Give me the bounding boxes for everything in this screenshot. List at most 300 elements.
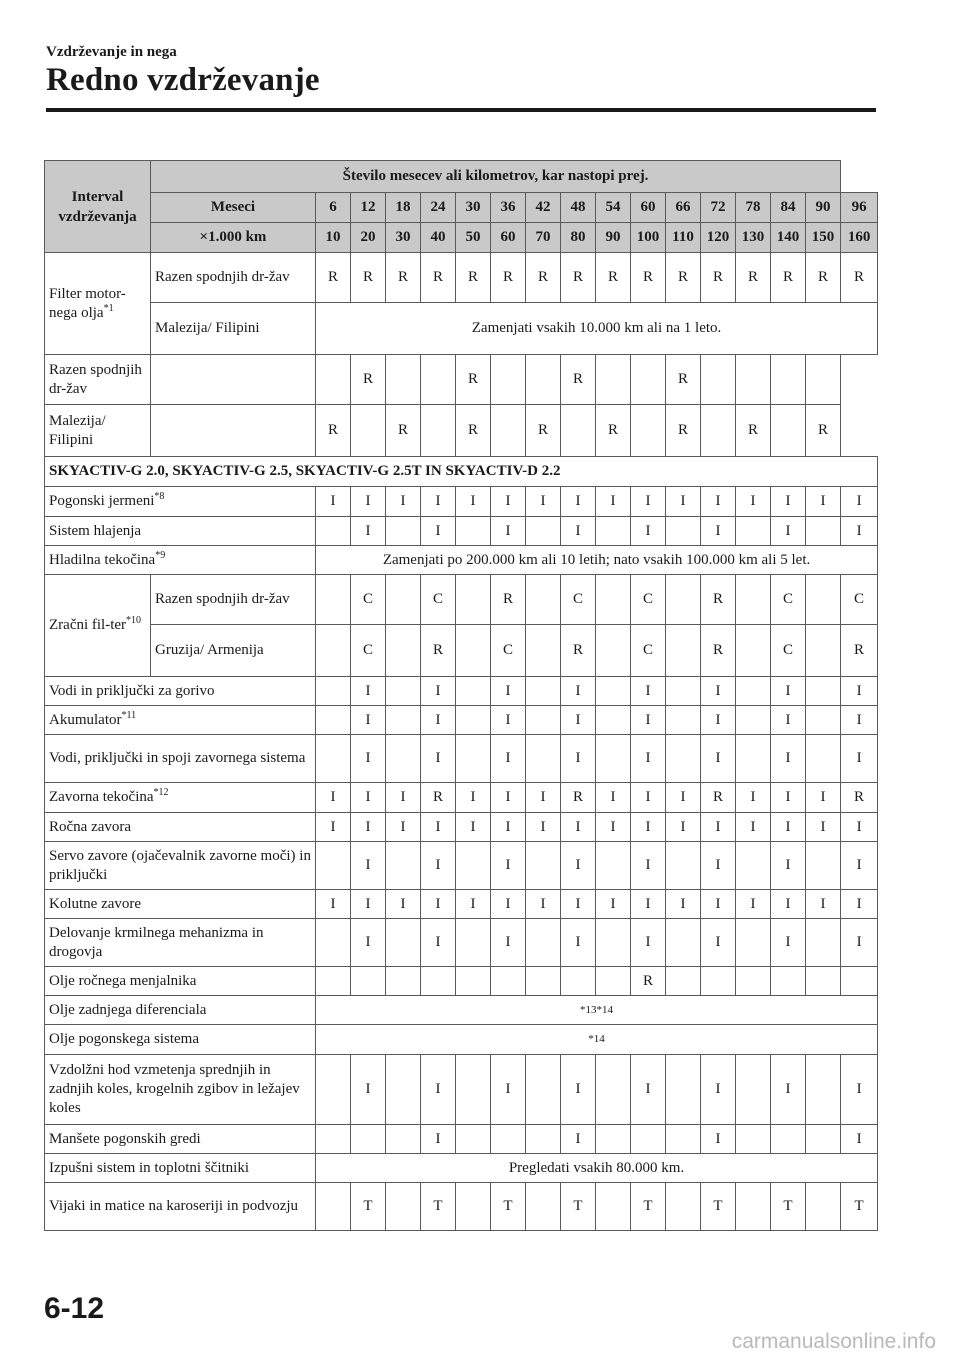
km-cell: 30 [386,223,421,253]
section-label: Vzdrževanje in nega [46,44,177,60]
interval-mark: R [561,355,596,405]
interval-mark [736,625,771,677]
footnote-ref: *1 [103,302,114,314]
interval-mark: I [631,842,666,890]
interval-mark: I [491,735,526,783]
km-cell: 130 [736,223,771,253]
km-cell: 60 [491,223,526,253]
interval-mark [351,1125,386,1154]
interval-mark [736,706,771,735]
km-cell: 20 [351,223,386,253]
interval-mark: R [666,355,701,405]
interval-mark [526,1183,561,1231]
interval-mark: I [491,783,526,813]
maintenance-schedule-table [44,160,878,1231]
interval-mark [456,967,491,996]
interval-mark [316,706,351,735]
interval-mark: I [841,677,878,706]
interval-mark: I [561,487,596,517]
interval-mark: I [526,487,561,517]
interval-mark: I [491,1055,526,1125]
page-number: 6-12 [44,1292,105,1325]
interval-mark [806,706,841,735]
interval-mark: I [491,842,526,890]
interval-mark: I [351,487,386,517]
interval-mark [771,405,806,457]
item-label [45,919,316,967]
interval-mark: I [841,919,878,967]
km-cell: 140 [771,223,806,253]
item-group-label [45,253,151,355]
interval-mark: I [351,890,386,919]
month-cell: 18 [386,193,421,223]
interval-mark: I [701,517,736,546]
interval-mark: I [386,890,421,919]
item-subgroup-label: Malezija/ Filipini [151,303,316,355]
table-row [45,303,878,355]
table-row [45,575,878,625]
interval-mark: I [351,706,386,735]
month-cell: 36 [491,193,526,223]
interval-mark [666,517,701,546]
interval-mark [806,967,841,996]
table-row [45,1183,878,1231]
interval-mark: I [736,890,771,919]
months-row [45,193,878,223]
footnote-ref: *8 [154,491,165,502]
interval-mark [806,1125,841,1154]
month-cell: 78 [736,193,771,223]
interval-mark: R [736,405,771,457]
interval-mark: C [351,625,386,677]
table-row [45,677,878,706]
interval-mark [736,919,771,967]
interval-mark [736,842,771,890]
month-cell: 54 [596,193,631,223]
interval-mark: I [526,783,561,813]
interval-mark [386,355,421,405]
interval-footnote: *14 [316,1025,878,1055]
interval-mark: T [631,1183,666,1231]
interval-mark [666,706,701,735]
interval-mark [736,1183,771,1231]
interval-mark: R [701,783,736,813]
km-cell: 150 [806,223,841,253]
interval-mark [316,1055,351,1125]
interval-mark: R [316,253,351,303]
interval-mark [596,706,631,735]
interval-mark [596,1183,631,1231]
interval-mark: R [421,625,456,677]
interval-mark: I [561,1125,596,1154]
interval-mark [151,405,316,457]
km-cell: 160 [841,223,878,253]
interval-mark [806,735,841,783]
interval-mark [456,1125,491,1154]
interval-mark [456,575,491,625]
interval-mark [596,1055,631,1125]
interval-mark: I [701,842,736,890]
interval-mark [456,517,491,546]
item-label [45,677,316,706]
interval-mark: I [316,487,351,517]
interval-mark: T [771,1183,806,1231]
interval-mark: I [701,813,736,842]
month-cell: 12 [351,193,386,223]
interval-mark: I [351,735,386,783]
interval-mark [771,1125,806,1154]
item-subgroup-label: Razen spodnjih dr-žav [151,575,316,625]
interval-mark: R [561,625,596,677]
table-row [45,517,878,546]
interval-mark: I [701,1055,736,1125]
interval-mark [386,677,421,706]
km-cell: 10 [316,223,351,253]
interval-mark [596,735,631,783]
interval-mark [526,842,561,890]
interval-mark: I [421,919,456,967]
interval-mark: R [456,355,491,405]
interval-mark [526,1125,561,1154]
interval-mark: R [666,405,701,457]
item-label [45,735,316,783]
interval-mark: R [561,783,596,813]
interval-mark: I [701,706,736,735]
interval-mark: I [386,487,421,517]
interval-mark: I [631,517,666,546]
interval-mark: I [701,919,736,967]
footnote-ref: *12 [153,787,169,798]
item-label-text: Vodi in priključki za gorivo [49,682,215,699]
interval-mark [736,1055,771,1125]
interval-mark [456,1183,491,1231]
interval-mark [666,919,701,967]
interval-mark: I [701,735,736,783]
interval-mark: I [806,487,841,517]
interval-mark: C [561,575,596,625]
km-cell: 110 [666,223,701,253]
interval-mark: I [666,783,701,813]
interval-mark [316,1125,351,1154]
interval-mark: I [491,517,526,546]
interval-note-text: Zamenjati po 200.000 km ali 10 letih; nato vsakih 100.000 km ali 5 let. [316,546,878,575]
month-cell: 66 [666,193,701,223]
interval-mark: I [351,783,386,813]
interval-mark [631,355,666,405]
interval-mark [491,405,526,457]
interval-mark: R [421,253,456,303]
interval-mark [526,1055,561,1125]
interval-mark [526,967,561,996]
interval-mark: R [386,253,421,303]
interval-mark [666,1055,701,1125]
interval-mark: I [771,842,806,890]
interval-mark: I [456,783,491,813]
interval-mark [596,842,631,890]
interval-mark: I [561,890,596,919]
item-label-text: Olje zadnjega diferenciala [49,1001,207,1018]
table-row [45,253,878,303]
interval-mark: I [421,517,456,546]
interval-mark [596,625,631,677]
table-row [45,546,878,575]
interval-mark: I [806,783,841,813]
interval-mark [526,625,561,677]
interval-note-text: Zamenjati vsakih 10.000 km ali na 1 leto. [316,303,878,355]
item-label-text: Akumulator [49,711,122,728]
table-row [45,355,878,405]
interval-mark [386,1125,421,1154]
interval-mark [386,1183,421,1231]
interval-mark: I [631,735,666,783]
interval-mark [351,405,386,457]
interval-mark [151,355,316,405]
item-label-text: Zavorna tekočina [49,789,154,805]
interval-mark: C [491,625,526,677]
month-cell: 96 [841,193,878,223]
interval-mark [316,517,351,546]
table-row [45,1025,878,1055]
interval-mark [386,967,421,996]
km-cell: 100 [631,223,666,253]
interval-mark: T [701,1183,736,1231]
interval-mark: I [526,890,561,919]
interval-mark: I [771,1055,806,1125]
interval-mark [491,967,526,996]
interval-footnote: *13*14 [316,996,878,1025]
header-row-top [45,161,878,193]
interval-mark [421,405,456,457]
interval-mark: I [351,1055,386,1125]
item-label [45,967,316,996]
km-cell: 40 [421,223,456,253]
interval-mark: T [841,1183,878,1231]
interval-mark: I [841,813,878,842]
interval-mark: I [596,813,631,842]
item-label [45,813,316,842]
km-cell: 90 [596,223,631,253]
item-label-text: Vijaki in matice na karoseriji in podvozju [49,1198,299,1214]
interval-mark [701,355,736,405]
item-label [45,890,316,919]
interval-mark: I [561,677,596,706]
interval-mark: I [491,890,526,919]
interval-mark: I [666,890,701,919]
interval-mark [666,1125,701,1154]
interval-mark [666,842,701,890]
interval-mark [421,355,456,405]
interval-mark: I [771,919,806,967]
interval-mark: T [351,1183,386,1231]
interval-mark: I [491,919,526,967]
interval-mark [806,625,841,677]
interval-mark: I [456,487,491,517]
interval-mark [736,677,771,706]
interval-mark: R [421,783,456,813]
interval-mark: R [666,253,701,303]
table-row [45,1154,878,1183]
interval-mark [456,919,491,967]
interval-mark: I [631,919,666,967]
interval-mark: I [421,842,456,890]
item-label [45,1055,316,1125]
item-label-text: Manšete pogonskih gredi [49,1130,201,1147]
page-title: Redno vzdrževanje [46,62,320,98]
km-cell: 120 [701,223,736,253]
item-group-label [45,575,151,677]
table-row [45,625,878,677]
interval-mark: I [561,1055,596,1125]
interval-mark: I [421,813,456,842]
item-label-text: Vodi, priključki in spoji zavornega sistema [49,750,306,766]
interval-mark: I [491,677,526,706]
interval-mark: C [771,625,806,677]
interval-mark: I [841,890,878,919]
interval-mark [841,967,878,996]
interval-mark: I [491,487,526,517]
interval-mark: I [561,735,596,783]
interval-mark [596,355,631,405]
item-label-text: Ročna zavora [49,818,132,835]
interval-mark: I [736,487,771,517]
interval-mark: R [456,253,491,303]
interval-mark [386,919,421,967]
interval-mark: C [631,575,666,625]
item-label-text: Olje pogonskega sistema [49,1031,199,1047]
section-banner: SKYACTIV-G 2.0, SKYACTIV-G 2.5, SKYACTIV-G 2.5T IN SKYACTIV-D 2.2 [45,457,878,487]
interval-mark [526,575,561,625]
interval-mark: I [561,842,596,890]
interval-mark: I [596,890,631,919]
interval-mark: R [456,405,491,457]
interval-mark: I [841,735,878,783]
interval-mark: R [841,253,878,303]
interval-mark: I [841,706,878,735]
item-label-text: Hladilna tekočina [49,551,156,568]
interval-mark [596,967,631,996]
interval-mark: I [631,783,666,813]
month-cell: 84 [771,193,806,223]
footnote-ref: *11 [121,709,137,721]
interval-mark: R [701,253,736,303]
month-cell: 90 [806,193,841,223]
interval-mark [806,919,841,967]
interval-mark [806,517,841,546]
interval-mark: I [316,890,351,919]
interval-mark [631,1125,666,1154]
interval-mark: I [771,706,806,735]
interval-mark: I [386,783,421,813]
corner-label: Interval vzdrževanja [45,161,151,253]
item-label [45,706,316,735]
interval-mark: I [701,487,736,517]
interval-mark [526,919,561,967]
month-cell: 48 [561,193,596,223]
interval-mark: I [806,813,841,842]
item-label [45,1154,316,1183]
interval-mark [386,735,421,783]
interval-mark [351,967,386,996]
interval-mark: I [421,890,456,919]
interval-mark [491,1125,526,1154]
interval-mark: I [421,1125,456,1154]
interval-mark: I [526,813,561,842]
interval-mark: I [841,487,878,517]
interval-mark [421,967,456,996]
interval-mark: I [701,890,736,919]
item-label [45,517,316,546]
interval-mark: R [386,405,421,457]
interval-mark [736,1125,771,1154]
interval-mark: I [561,706,596,735]
interval-mark [666,1183,701,1231]
interval-mark: R [491,253,526,303]
interval-mark [316,677,351,706]
interval-mark: I [351,813,386,842]
interval-mark: C [841,575,878,625]
item-subgroup-label: Razen spodnjih dr-žav [151,253,316,303]
item-label-text: Olje ročnega menjalnika [49,972,197,989]
interval-mark [596,1125,631,1154]
interval-mark: R [736,253,771,303]
interval-mark: R [806,253,841,303]
interval-mark: I [316,813,351,842]
interval-mark: I [631,677,666,706]
top-header: Število mesecev ali kilometrov, kar nastopi prej. [151,161,841,193]
table-row [45,706,878,735]
interval-mark: I [421,1055,456,1125]
interval-mark: C [421,575,456,625]
item-label [45,1125,316,1154]
interval-mark: I [841,842,878,890]
interval-mark: I [841,1055,878,1125]
interval-mark [526,677,561,706]
table-row [45,996,878,1025]
interval-mark: I [351,517,386,546]
km-cell: 50 [456,223,491,253]
interval-mark: I [771,735,806,783]
interval-mark [701,405,736,457]
table-row [45,405,878,457]
interval-mark: I [421,487,456,517]
interval-mark [316,625,351,677]
interval-mark: I [386,813,421,842]
interval-mark [736,735,771,783]
interval-mark [666,735,701,783]
interval-mark: R [701,625,736,677]
item-label-text: Sistem hlajenja [49,522,142,539]
km-row [45,223,878,253]
interval-mark [806,1183,841,1231]
interval-mark: R [596,405,631,457]
interval-mark: I [596,783,631,813]
interval-mark [666,575,701,625]
interval-mark: R [806,405,841,457]
interval-mark: R [561,253,596,303]
interval-mark: I [351,677,386,706]
month-cell: 30 [456,193,491,223]
interval-mark [526,355,561,405]
interval-mark: I [701,677,736,706]
interval-mark: I [631,1055,666,1125]
interval-mark [596,919,631,967]
month-cell: 60 [631,193,666,223]
item-label-text: Pogonski jermeni [49,493,155,509]
interval-mark: R [316,405,351,457]
table-row [45,1125,878,1154]
interval-mark: I [841,1125,878,1154]
item-group-text: Zračni fil-ter [49,617,127,633]
